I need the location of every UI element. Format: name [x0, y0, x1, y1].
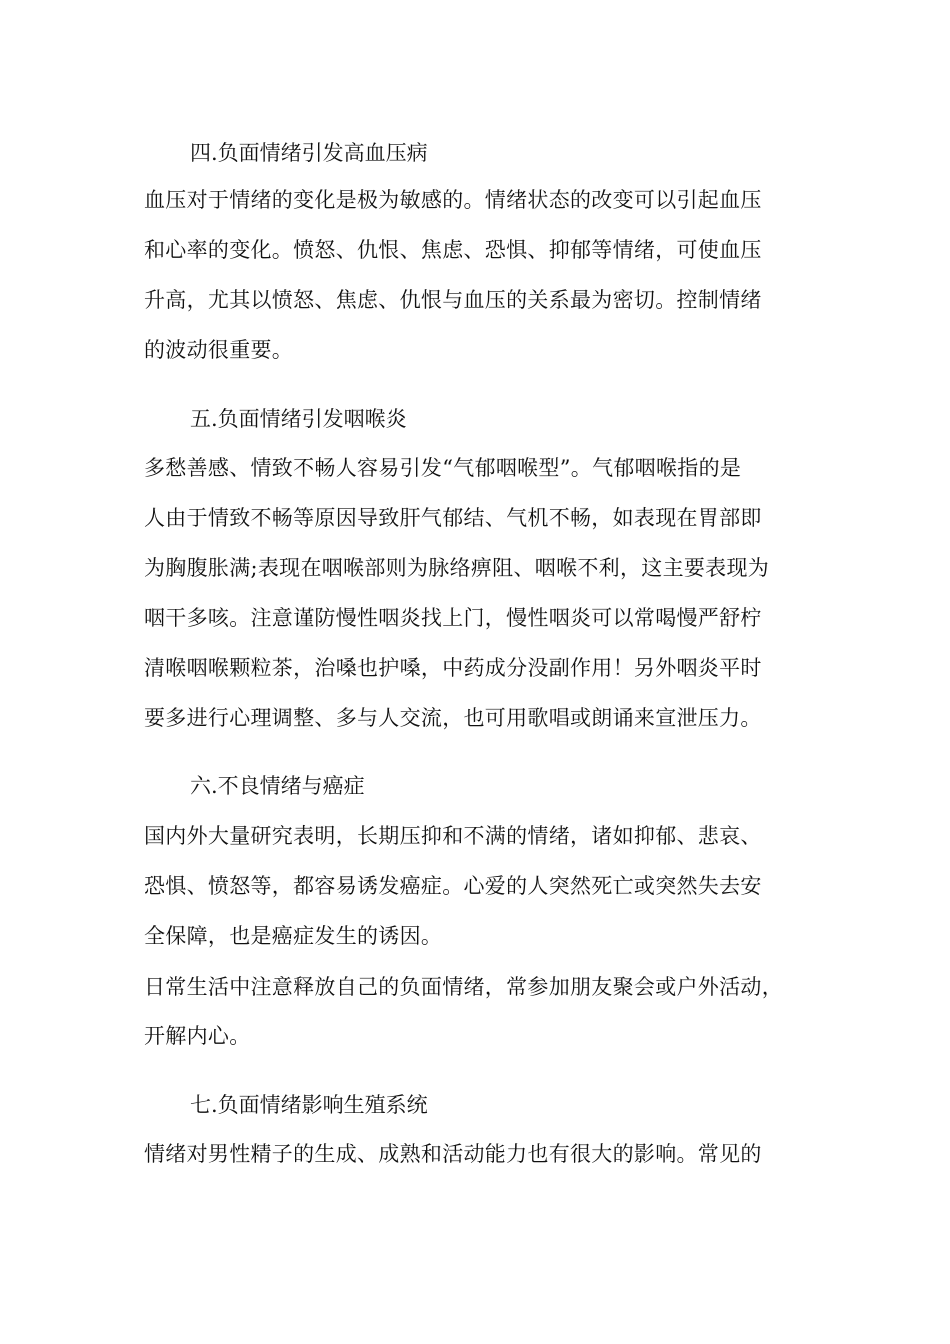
paragraph-line: 人由于情致不畅等原因导致肝气郁结、气机不畅，如表现在胃部即	[144, 506, 762, 530]
paragraph-line: 国内外大量研究表明，长期压抑和不满的情绪，诸如抑郁、悲哀、	[144, 824, 762, 848]
section-heading: 六.不良情绪与癌症	[190, 774, 365, 798]
section-heading: 四.负面情绪引发高血压病	[190, 141, 428, 165]
paragraph-line: 情绪对男性精子的生成、成熟和活动能力也有很大的影响。常见的	[144, 1142, 762, 1166]
paragraph-line: 血压对于情绪的变化是极为敏感的。情绪状态的改变可以引起血压	[144, 188, 762, 212]
paragraph-line: 为胸腹胀满;表现在咽喉部则为脉络痹阻、咽喉不利，这主要表现为	[144, 556, 770, 580]
paragraph-line: 升高，尤其以愤怒、焦虑、仇恨与血压的关系最为密切。控制情绪	[144, 288, 762, 312]
paragraph-line: 和心率的变化。愤怒、仇恨、焦虑、恐惧、抑郁等情绪，可使血压	[144, 238, 762, 262]
paragraph-line: 咽干多咳。注意谨防慢性咽炎找上门，慢性咽炎可以常喝慢严舒柠	[144, 606, 762, 630]
paragraph-line: 要多进行心理调整、多与人交流，也可用歌唱或朗诵来宣泄压力。	[144, 706, 762, 730]
section-heading: 五.负面情绪引发咽喉炎	[190, 407, 407, 431]
paragraph-line: 多愁善感、情致不畅人容易引发“气郁咽喉型”。气郁咽喉指的是	[144, 456, 742, 480]
paragraph-line: 开解内心。	[144, 1024, 251, 1048]
paragraph-line: 恐惧、愤怒等，都容易诱发癌症。心爱的人突然死亡或突然失去安	[144, 874, 762, 898]
paragraph-line: 的波动很重要。	[144, 338, 294, 362]
paragraph-line: 清喉咽喉颗粒茶，治嗓也护嗓，中药成分没副作用！另外咽炎平时	[144, 656, 762, 680]
paragraph-line: 日常生活中注意释放自己的负面情绪，常参加朋友聚会或户外活动，	[144, 975, 783, 999]
section-heading: 七.负面情绪影响生殖系统	[190, 1093, 428, 1117]
paragraph-line: 全保障，也是癌症发生的诱因。	[144, 924, 443, 948]
